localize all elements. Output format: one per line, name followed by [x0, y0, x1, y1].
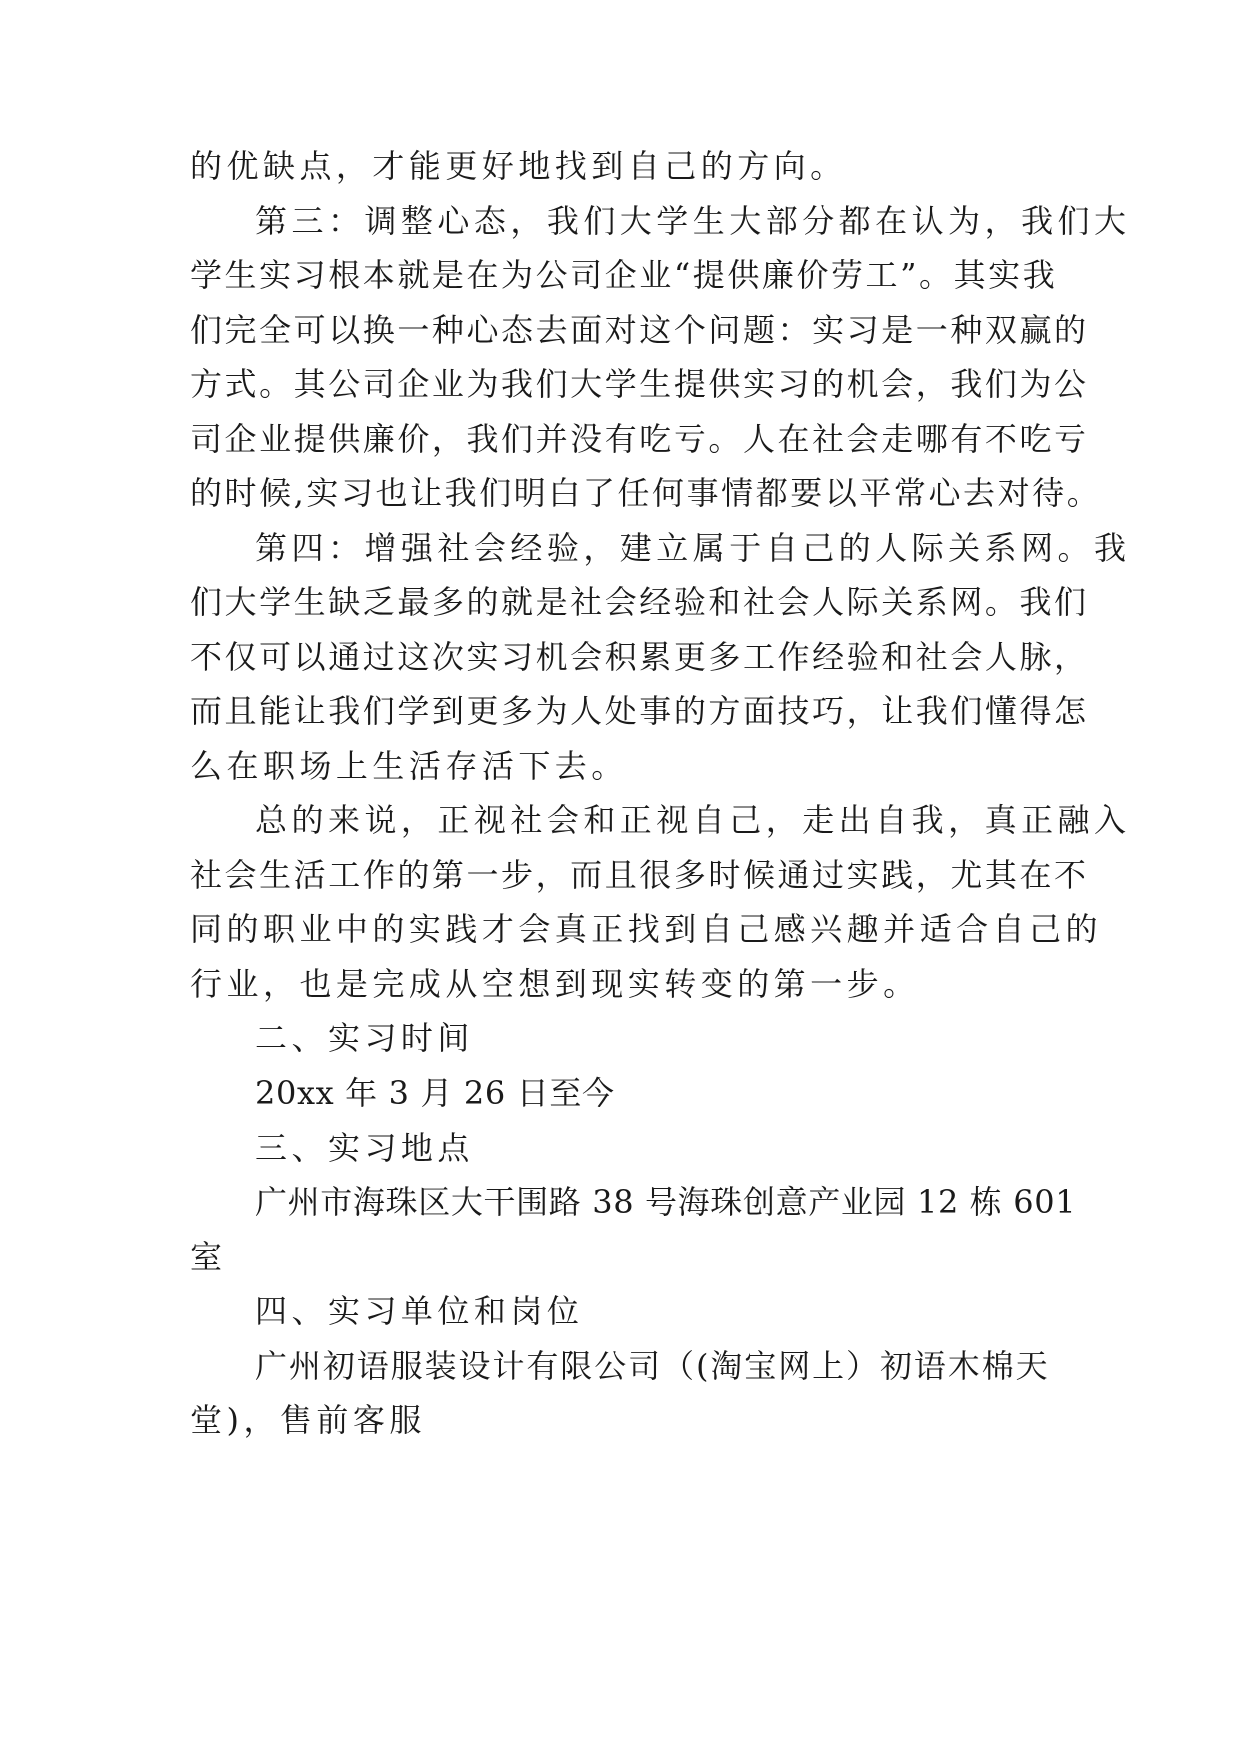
text-line: 堂)，售前客服: [190, 1401, 426, 1439]
section-heading: 四、实习单位和岗位: [255, 1292, 584, 1330]
internship-address: 广州市海珠区大干围路 38 号海珠创意产业园 12 栋 601: [255, 1183, 1077, 1221]
text-line: 不仅可以通过这次实习机会积累更多工作经验和社会人脉，: [190, 638, 1089, 676]
text-line: 司企业提供廉价，我们并没有吃亏。人在社会走哪有不吃亏: [190, 420, 1089, 458]
text-line: 而且能让我们学到更多为人处事的方面技巧，让我们懂得怎: [190, 692, 1089, 730]
text-line: 们完全可以换一种心态去面对这个问题：实习是一种双赢的: [190, 311, 1089, 349]
text-line: 么在职场上生活存活下去。: [190, 747, 628, 785]
text-line: 同的职业中的实践才会真正找到自己感兴趣并适合自己的: [190, 910, 1103, 948]
text-line: 的时候,实习也让我们明白了任何事情都要以平常心去对待。: [190, 474, 1102, 512]
text-line: 们大学生缺乏最多的就是社会经验和社会人际关系网。我们: [190, 583, 1089, 621]
paragraph-start-line: 第三：调整心态，我们大学生大部分都在认为，我们大: [255, 202, 1131, 240]
text-line: 方式。其公司企业为我们大学生提供实习的机会，我们为公: [190, 365, 1089, 403]
internship-period: 20xx 年 3 月 26 日至今: [255, 1074, 615, 1112]
section-heading: 二、实习时间: [255, 1019, 474, 1057]
section-heading: 三、实习地点: [255, 1129, 474, 1167]
text-line: 的优缺点，才能更好地找到自己的方向。: [190, 147, 847, 185]
text-line: 社会生活工作的第一步，而且很多时候通过实践，尤其在不: [190, 856, 1089, 894]
text-line: 行业，也是完成从空想到现实转变的第一步。: [190, 965, 920, 1003]
internship-company: 广州初语服装设计有限公司（(淘宝网上）初语木棉天: [255, 1347, 1050, 1385]
text-line: 学生实习根本就是在为公司企业“提供廉价劳工”。其实我: [190, 256, 1058, 294]
text-line: 室: [190, 1238, 227, 1276]
paragraph-start-line: 第四：增强社会经验，建立属于自己的人际关系网。我: [255, 529, 1131, 567]
paragraph-start-line: 总的来说，正视社会和正视自己，走出自我，真正融入: [255, 801, 1131, 839]
